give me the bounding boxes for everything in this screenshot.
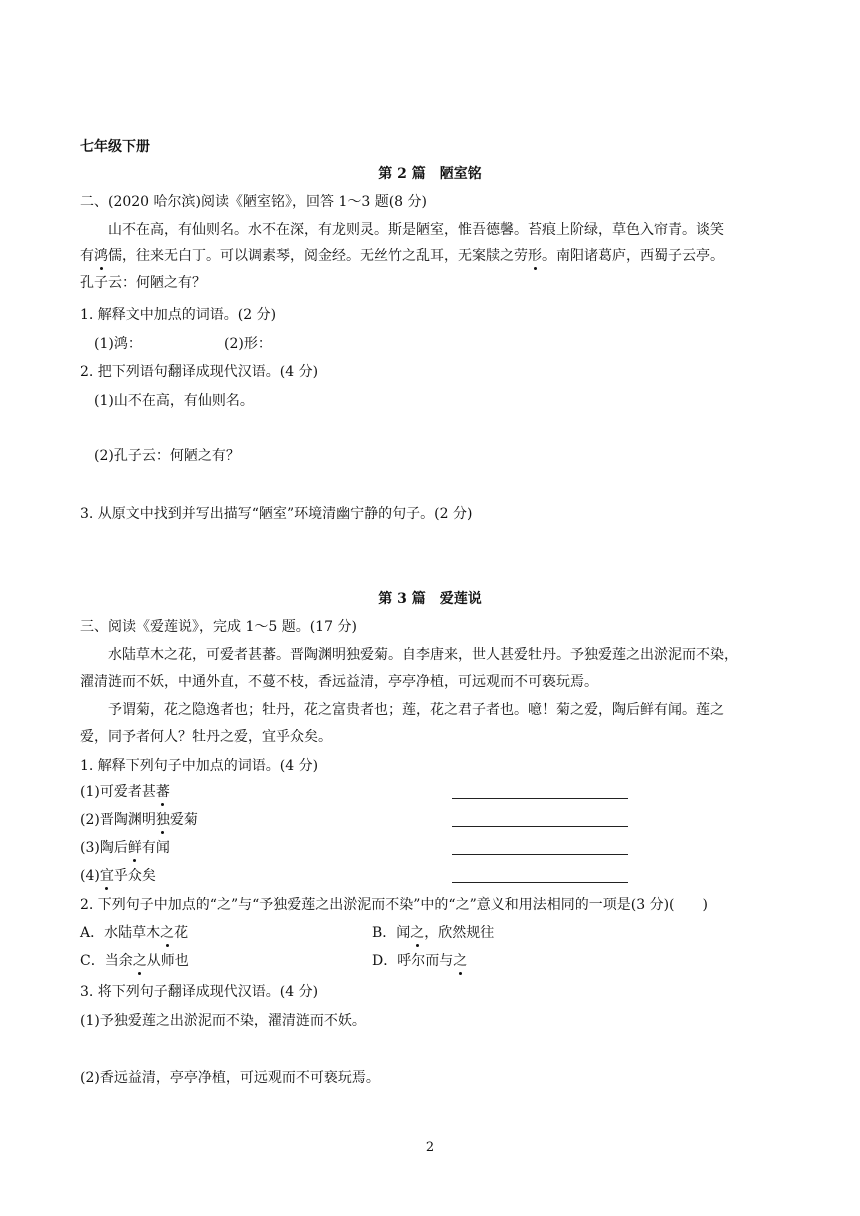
section2-q1-stem: 1. 解释文中加点的词语。(2 分) [80, 307, 277, 323]
section2-passage-line3: 孔子云：何陋之有？ [80, 275, 206, 291]
answer-blank-1[interactable] [452, 798, 628, 799]
section2-q2-b: (2)孔子云：何陋之有？ [94, 448, 240, 464]
section2-q2-a: (1)山不在高，有仙则名。 [94, 393, 254, 409]
answer-blank-4[interactable] [452, 882, 628, 883]
dotted-word-fan: 蕃 [155, 784, 170, 800]
choice-b[interactable]: B．闻之，欣然规往 [372, 925, 495, 941]
section3-q1-item-1: (1)可爱者甚蕃 [80, 784, 170, 800]
section2-q1-a: (1)鸿： [94, 336, 142, 352]
section2-q3-stem: 3. 从原文中找到并写出描写“陋室”环境清幽宁静的句子。(2 分) [80, 506, 473, 522]
section2-intro: 二、(2020 哈尔滨)阅读《陋室铭》，回答 1～3 题(8 分) [80, 194, 427, 210]
section3-q1-stem: 1. 解释下列句子中加点的词语。(4 分) [80, 758, 319, 774]
dotted-word-xing: 形 [528, 248, 542, 264]
dotted-word-zhi-a: 之 [160, 925, 175, 941]
section3-passage-p1-line2: 濯清涟而不妖，中通外直，不蔓不枝，香远益清，亭亭净植，可远观而不可亵玩焉。 [80, 674, 598, 690]
dotted-word-yi: 宜 [99, 868, 114, 884]
section3-passage-p2-line1: 予谓菊，花之隐逸者也；牡丹，花之富贵者也；莲，花之君子者也。噫！菊之爱，陶后鲜有闻。莲之 [108, 702, 724, 718]
choice-a[interactable]: A．水陆草木之花 [80, 925, 189, 941]
section2-q1-b: (2)形： [224, 336, 272, 352]
dotted-word-zhi-b: 之 [410, 925, 425, 941]
dotted-word-hong: 鸿 [94, 248, 108, 264]
page-number: 2 [425, 1140, 435, 1155]
choice-c[interactable]: C．当余之从师也 [80, 953, 189, 969]
section3-q3-stem: 3. 将下列句子翻译成现代汉语。(4 分) [80, 984, 319, 1000]
choice-d[interactable]: D．呼尔而与之 [372, 953, 468, 969]
dotted-word-zhi-d: 之 [453, 953, 468, 969]
section3-passage-p1-line1: 水陆草木之花，可爱者甚蕃。晋陶渊明独爱菊。自李唐来，世人甚爱牡丹。予独爱莲之出淤泥而不染， [108, 647, 738, 663]
section3-intro: 三、阅读《爱莲说》，完成 1～5 题。(17 分) [80, 619, 357, 635]
section2-q2-stem: 2. 把下列语句翻译成现代汉语。(4 分) [80, 364, 319, 380]
section2-passage-line2: 有鸿儒，往来无白丁。可以调素琴，阅金经。无丝竹之乱耳，无案牍之劳形。南阳诸葛庐，西蜀子云亭。 [80, 248, 724, 264]
section3-q1-item-2: (2)晋陶渊明独爱菊 [80, 812, 198, 828]
section3-q3-a: (1)予独爱莲之出淤泥而不染，濯清涟而不妖。 [80, 1013, 366, 1029]
grade-heading: 七年级下册 [80, 139, 150, 155]
section2-title: 第 2 篇 陋室铭 [378, 166, 482, 182]
dotted-word-xian: 鲜 [127, 840, 142, 856]
section3-q1-item-4: (4)宜乎众矣 [80, 868, 156, 884]
section3-passage-p2-line2: 爱，同予者何人？牡丹之爱，宜乎众矣。 [80, 729, 332, 745]
answer-blank-3[interactable] [452, 854, 628, 855]
section2-passage-line1: 山不在高，有仙则名。水不在深，有龙则灵。斯是陋室，惟吾德馨。苔痕上阶绿，草色入帘青。谈笑 [108, 222, 724, 238]
answer-blank-2[interactable] [452, 826, 628, 827]
dotted-word-zhi-c: 之 [132, 953, 147, 969]
section3-q3-b: (2)香远益清，亭亭净植，可远观而不可亵玩焉。 [80, 1070, 380, 1086]
section3-q1-item-3: (3)陶后鲜有闻 [80, 840, 170, 856]
section3-title: 第 3 篇 爱莲说 [378, 591, 482, 607]
section3-q2-stem: 2. 下列句子中加点的“之”与“予独爱莲之出淤泥而不染”中的“之”意义和用法相同的一项是(3 分)( ) [80, 897, 708, 913]
dotted-word-du: 独 [155, 812, 170, 828]
